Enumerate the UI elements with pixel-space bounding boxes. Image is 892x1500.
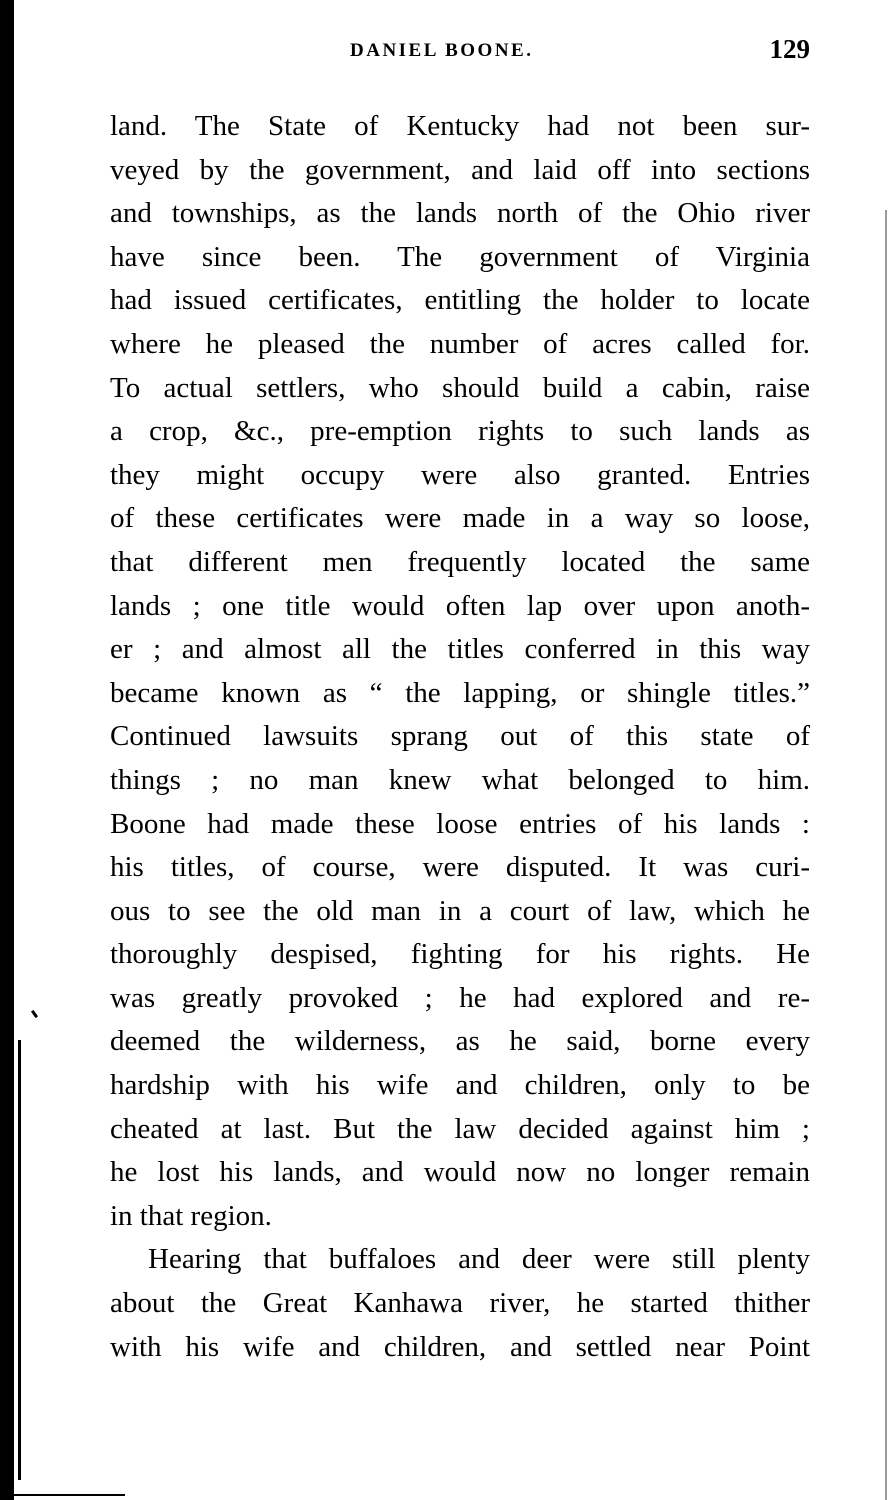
text-line: Continued lawsuits sprang out of this state of bbox=[110, 720, 810, 753]
text-line: To actual settlers, who should build a cabin, raise bbox=[110, 371, 810, 404]
text-line: had issued certificates, entitling the holder to locate bbox=[110, 284, 810, 317]
text-line: things ; no man knew what belonged to him. bbox=[110, 763, 810, 796]
text-line: that different men frequently located the same bbox=[110, 545, 810, 578]
running-head bbox=[330, 34, 810, 70]
page-number: 129 bbox=[769, 34, 810, 64]
text-line: was greatly provoked ; he had explored and re- bbox=[110, 981, 810, 1014]
text-line: and townships, as the lands north of the Ohio river bbox=[110, 197, 810, 230]
text-line: deemed the wilderness, as he said, borne every bbox=[110, 1025, 810, 1058]
text-line: about the Great Kanhawa river, he started thither bbox=[110, 1287, 810, 1320]
text-line: er ; and almost all the titles conferred in this way bbox=[110, 633, 810, 666]
text-line: cheated at last. But the law decided against him ; bbox=[110, 1112, 810, 1145]
ink-speck bbox=[31, 1010, 38, 1018]
text-line: ous to see the old man in a court of law, which he bbox=[110, 894, 810, 927]
body-text bbox=[110, 105, 810, 1369]
text-line: where he pleased the number of acres called for. bbox=[110, 327, 810, 360]
paragraph-start-line: Hearing that buffaloes and deer were still plenty bbox=[148, 1243, 810, 1276]
text-line: with his wife and children, and settled near Point bbox=[110, 1330, 810, 1363]
text-line: hardship with his wife and children, only to be bbox=[110, 1069, 810, 1102]
page-bottom-rule bbox=[0, 1494, 125, 1496]
text-line: became known as “ the lapping, or shingle titles.” bbox=[110, 676, 810, 709]
running-title: DANIEL BOONE. bbox=[350, 40, 534, 61]
text-line: Boone had made these loose entries of his lands : bbox=[110, 807, 810, 840]
text-line: a crop, &c., pre-emption rights to such lands as bbox=[110, 415, 810, 448]
text-line: thoroughly despised, fighting for his rights. He bbox=[110, 938, 810, 971]
text-line: of these certificates were made in a way so loose, bbox=[110, 502, 810, 535]
paragraph-end-line: in that region. bbox=[110, 1199, 272, 1232]
page-left-shadow bbox=[18, 1040, 21, 1480]
page-right-edge bbox=[885, 210, 887, 1500]
text-line: his titles, of course, were disputed. It was curi- bbox=[110, 851, 810, 884]
text-line: veyed by the government, and laid off into sections bbox=[110, 153, 810, 186]
text-line: have since been. The government of Virginia bbox=[110, 240, 810, 273]
text-line: lands ; one title would often lap over upon anoth- bbox=[110, 589, 810, 622]
text-line: he lost his lands, and would now no longer remain bbox=[110, 1156, 810, 1189]
page-left-edge bbox=[0, 0, 14, 1500]
text-line: land. The State of Kentucky had not been sur- bbox=[110, 110, 810, 142]
text-line: they might occupy were also granted. Entries bbox=[110, 458, 810, 491]
